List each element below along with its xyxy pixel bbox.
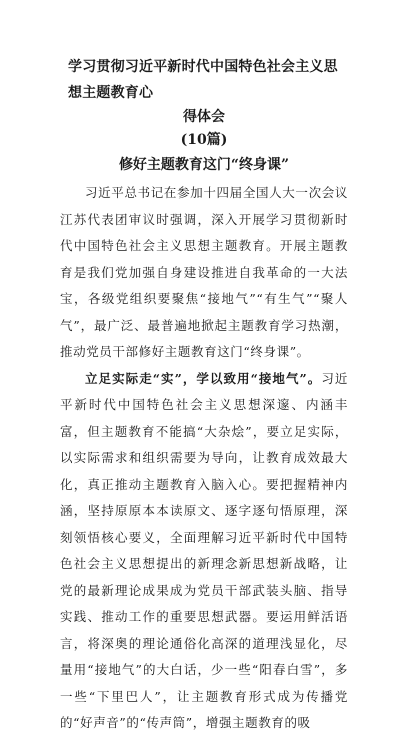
document-title-continued: 得体会 (183, 109, 225, 125)
paragraph-1 (60, 180, 348, 366)
paragraph-2-text: 习近平新时代中国特色社会主义思想深邃、内涵丰富，但主题教育不能搞“大杂烩”，要立足实际，以实际需求和组织需要为导向，让教育成效最大化，真正推动主题教育入脑入心。要把握精神内涵，坚持原原本本读原文、逐字逐句悟原理，深刻领悟核心要义，全面理解习近平新时代中国特色社会主义思想提出的新理念新思想新战略，让党的最新理论成果成为党员干部武装头脑、指导实践、推动工作的重要思想武器。要运用鲜活语言，将深奥的理论通俗化高深的道理浅显化，尽量用“接地气”的大白话，少一些“阳春白雪”，多一些“下里巴人”，让主题教育形式成为传播党的“好声音”的“传声筒”，增强主题教育的吸 (60, 370, 349, 730)
section-title: 修好主题教育这门“终身课” (118, 157, 290, 173)
paragraph-2-lead: 立足实际走“实”，学以致用“接地气”。 (85, 370, 322, 386)
paragraph-2 (60, 366, 348, 737)
document-title: 学习贯彻习近平新时代中国特色社会主义思想主题教育心 (68, 59, 338, 101)
article-count: (10篇) (180, 132, 228, 148)
paragraph-1-text: 习近平总书记在参加十四届全国人大一次会议江苏代表团审议时强调，深入开展学习贯彻新时代中国特色社会主义思想主题教育。开展主题教育是我们党加强自身建设推进自我革命的一大法宝，各级党组织要聚焦“接地气”“有生气”“聚人气”，最广泛、最普遍地掀起主题教育学习热潮，推动党员干部修好主题教育这门“终身课”。 (60, 185, 348, 359)
